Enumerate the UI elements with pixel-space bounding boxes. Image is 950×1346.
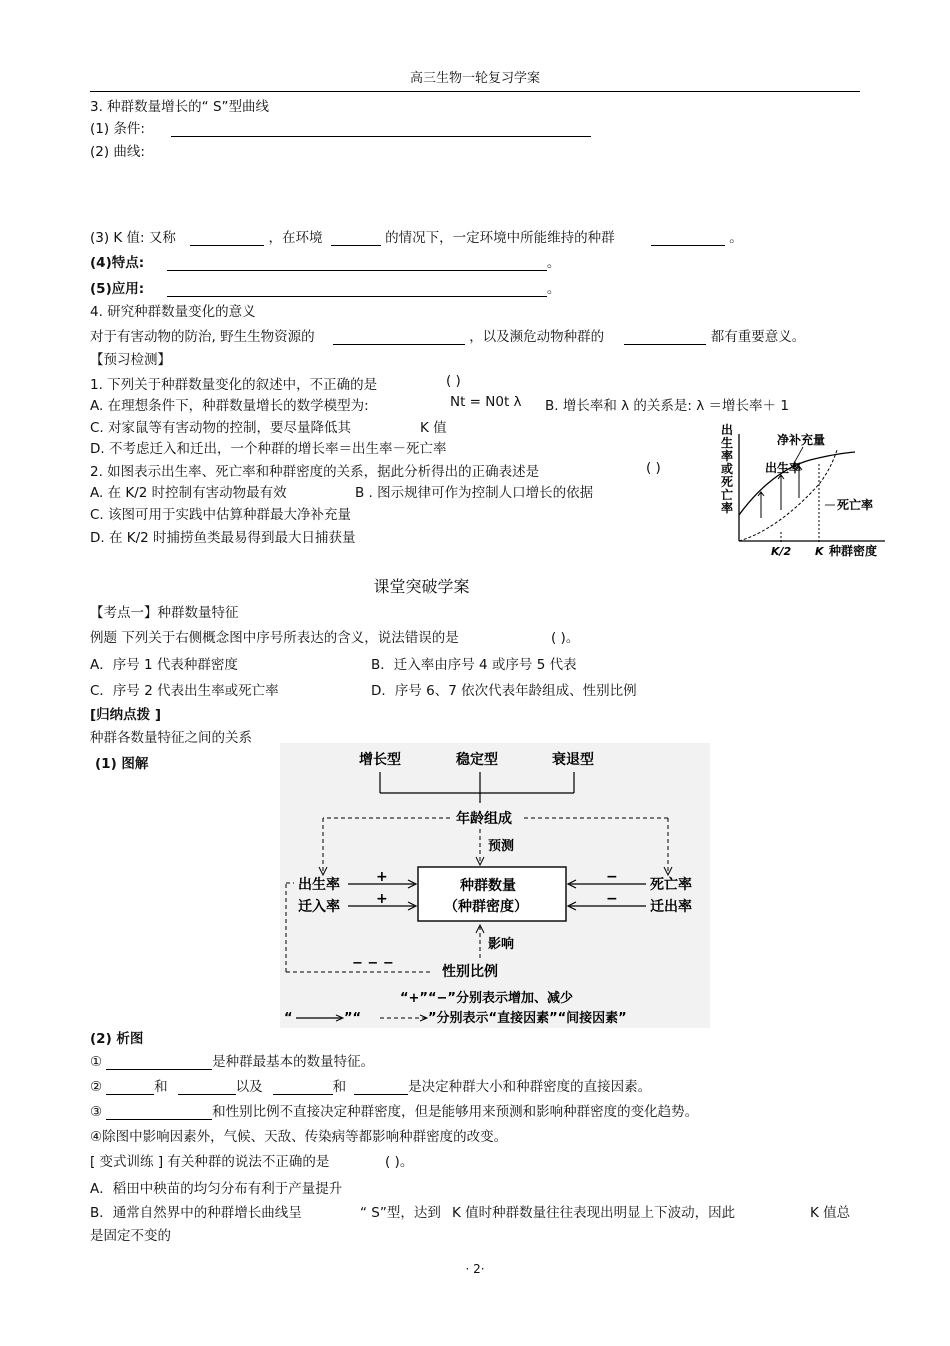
application-end: 。 [546, 281, 561, 297]
affect-label: 影响 [488, 937, 515, 952]
density-label: （种群密度） [444, 899, 528, 915]
sex-ratio-label: 性别比例 [442, 964, 498, 980]
relationship-title: 种群各数量特征之间的关系 [90, 730, 252, 746]
significance-blank-1 [333, 330, 465, 345]
k-text-3: 的情况下，一定环境中所能维持的种群 [385, 230, 615, 246]
q2-option-d: D. 在 K/2 时捕捞鱼类最易得到最大日捕获量 [90, 530, 356, 546]
application-blank [167, 282, 547, 297]
example-option-c: C．序号 2 代表出生率或死亡率 [90, 683, 279, 699]
application-label: (5)应用: [90, 281, 145, 297]
variant-option-a: A．稻田中秧苗的均匀分布有利于产量提升 [90, 1181, 343, 1197]
k-text-2: ，在环境 [268, 230, 323, 246]
k-tick: K [815, 545, 824, 558]
k-value-label: (3) K 值: 又称 [90, 230, 176, 246]
condition-label: (1) 条件: [90, 121, 145, 137]
birth-rate-node: 出生率 [298, 877, 340, 893]
analysis-item-4: ④除图中影响因素外，气候、天敌、传染病等都影响种群密度的改变。 [90, 1129, 508, 1145]
q1-stem: 1. 下列关于种群数量变化的叙述中，不正确的是 [90, 377, 378, 393]
item-2-text: 是决定种群大小和种群密度的直接因素。 [408, 1079, 652, 1095]
k-end: 。 [729, 230, 743, 246]
q2-stem: 2. 如图表示出生率、死亡率和种群密度的关系，据此分析得出的正确表述是 [90, 464, 540, 480]
item-2-blank-4 [354, 1080, 408, 1095]
item-2-and-2: 和 [332, 1079, 347, 1095]
significance-text-b: ，以及濒危动物种群的 [469, 329, 605, 345]
q2-paren: ( ) [646, 460, 661, 476]
header-rule [90, 91, 860, 92]
k-blank-1 [190, 231, 264, 246]
q1-option-a-formula: Nt = N0t λ [450, 394, 522, 410]
page-header: 高三生物一轮复习学案 [409, 71, 540, 86]
legend-text: ”分别表示“直接因素”“间接因素” [428, 1011, 627, 1026]
item-2-and-1: 和 [154, 1079, 168, 1095]
q1-option-a: A. 在理想条件下，种群数量增长的数学模型为: [90, 398, 369, 414]
analysis-item-1 [90, 1050, 374, 1070]
k2-tick: K/2 [771, 545, 792, 558]
item-1-marker: ① [90, 1054, 103, 1070]
immigration-plus: + [376, 891, 388, 907]
q2-option-a: A. 在 K/2 时控制有害动物最有效 [90, 485, 287, 501]
type-stable: 稳定型 [456, 752, 498, 768]
y-char-3: 或 [721, 462, 734, 476]
type-decline: 衰退型 [552, 752, 594, 768]
preview-title: 【预习检测】 [90, 352, 171, 368]
variant-option-b-4: K 值总 [810, 1205, 851, 1221]
significance-line [90, 325, 805, 345]
q2-option-c: C. 该图可用于实践中估算种群最大净补充量 [90, 507, 352, 523]
curve-label: (2) 曲线: [90, 144, 145, 160]
q1-option-d: D. 不考虑迁入和迁出，一个种群的增长率＝出生率－死亡率 [90, 441, 447, 457]
variant-paren: ( )。 [385, 1154, 414, 1170]
induce-title: [归纳点拨 ] [90, 707, 162, 723]
feature-line [90, 251, 560, 271]
q1-paren: ( ) [446, 373, 461, 389]
y-char-5: 亡 [721, 488, 734, 502]
analysis-title: (2) 析图 [90, 1031, 144, 1047]
significance-text-a: 对于有害动物的防治, 野生生物资源的 [90, 329, 315, 345]
section3-title: 3. 种群数量增长的“ S”型曲线 [90, 99, 270, 115]
item-3-blank [106, 1105, 212, 1120]
item-2-and-also: 以及 [235, 1079, 263, 1095]
birth-plus: + [376, 869, 388, 885]
emigration-minus: − [606, 891, 618, 907]
item-2-blank-1 [106, 1080, 154, 1095]
type-growth: 增长型 [359, 752, 401, 768]
feature-end: 。 [546, 255, 561, 271]
predict-label: 预测 [488, 839, 515, 854]
condition-line [90, 117, 591, 137]
birth-rate-label: 出生率 [765, 461, 802, 475]
y-char-6: 率 [721, 501, 734, 515]
item-3-text: 和性别比例不直接决定种群密度，但是能够用来预测和影响种群密度的变化趋势。 [212, 1104, 699, 1120]
example-paren: ( )。 [551, 630, 580, 646]
analysis-item-3 [90, 1100, 698, 1120]
feature-label: (4)特点: [90, 255, 145, 271]
birth-death-graph [715, 420, 895, 560]
y-char-1: 生 [721, 436, 734, 450]
legend-quote-2: ”“ [344, 1011, 362, 1026]
y-char-0: 出 [721, 423, 734, 437]
k-blank-3 [651, 231, 725, 246]
item-1-blank [106, 1055, 212, 1070]
k-blank-2 [331, 231, 381, 246]
item-1-text: 是种群最基本的数量特征。 [212, 1054, 375, 1070]
k-value-line [90, 226, 743, 246]
legend-signs: “+”“−”分别表示增加、减少 [400, 991, 573, 1006]
population-label: 种群数量 [460, 878, 516, 894]
net-supplement-label: 净补充量 [777, 433, 826, 447]
q1-option-c-k: K 值 [420, 420, 447, 436]
item-3-marker: ③ [90, 1104, 103, 1120]
application-line [90, 277, 560, 297]
sex-ratio-minus: − − − [352, 956, 394, 971]
significance-blank-2 [624, 330, 706, 345]
page-number: · 2· [465, 1262, 485, 1276]
death-rate-label: 死亡率 [837, 498, 874, 512]
x-axis-label: 种群密度 [829, 544, 878, 558]
q1-option-b: B. 增长率和 λ 的关系是: λ ＝增长率＋ 1 [545, 398, 789, 414]
analysis-item-2 [90, 1075, 651, 1095]
key-point-title: 【考点一】种群数量特征 [90, 605, 239, 621]
variant-option-b-5: 是固定不变的 [90, 1228, 171, 1244]
y-char-4: 死 [721, 475, 734, 489]
q2-option-b: B . 图示规律可作为控制人口增长的依据 [355, 485, 594, 501]
example-stem: 例题 下列关于右侧概念图中序号所表达的含义，说法错误的是 [90, 630, 459, 646]
variant-stem: [ 变式训练 ] 有关种群的说法不正确的是 [90, 1154, 330, 1170]
example-option-b: B．迁入率由序号 4 或序号 5 代表 [371, 657, 577, 673]
condition-blank [171, 122, 591, 137]
item-2-blank-3 [273, 1080, 333, 1095]
figure-label: (1) 图解 [95, 756, 149, 772]
death-minus: − [606, 869, 618, 885]
feature-blank [167, 256, 547, 271]
population-diagram [280, 743, 710, 1028]
immigration-node: 迁入率 [298, 899, 340, 915]
age-structure-label: 年龄组成 [456, 811, 512, 827]
example-option-d: D．序号 6、7 依次代表年龄组成、性别比例 [371, 683, 637, 699]
example-option-a: A．序号 1 代表种群密度 [90, 657, 238, 673]
section4-title: 4. 研究种群数量变化的意义 [90, 304, 256, 320]
variant-option-b: B．通常自然界中的种群增长曲线呈 [90, 1205, 302, 1221]
q1-option-c: C. 对家鼠等有害动物的控制，要尽量降低其 [90, 420, 352, 436]
y-char-2: 率 [721, 449, 734, 463]
emigration-node: 迁出率 [650, 899, 692, 915]
graph-y-label [721, 422, 733, 515]
death-rate-node: 死亡率 [650, 877, 692, 893]
legend-quote-1: “ [284, 1011, 293, 1026]
item-2-marker: ② [90, 1079, 103, 1095]
significance-text-c: 都有重要意义。 [710, 329, 806, 345]
item-2-blank-2 [178, 1080, 236, 1095]
class-title: 课堂突破学案 [373, 577, 470, 596]
variant-option-b-3: K 值时种群数量往往表现出明显上下波动，因此 [452, 1205, 736, 1221]
variant-option-b-2: “ S”型，达到 [360, 1205, 441, 1221]
